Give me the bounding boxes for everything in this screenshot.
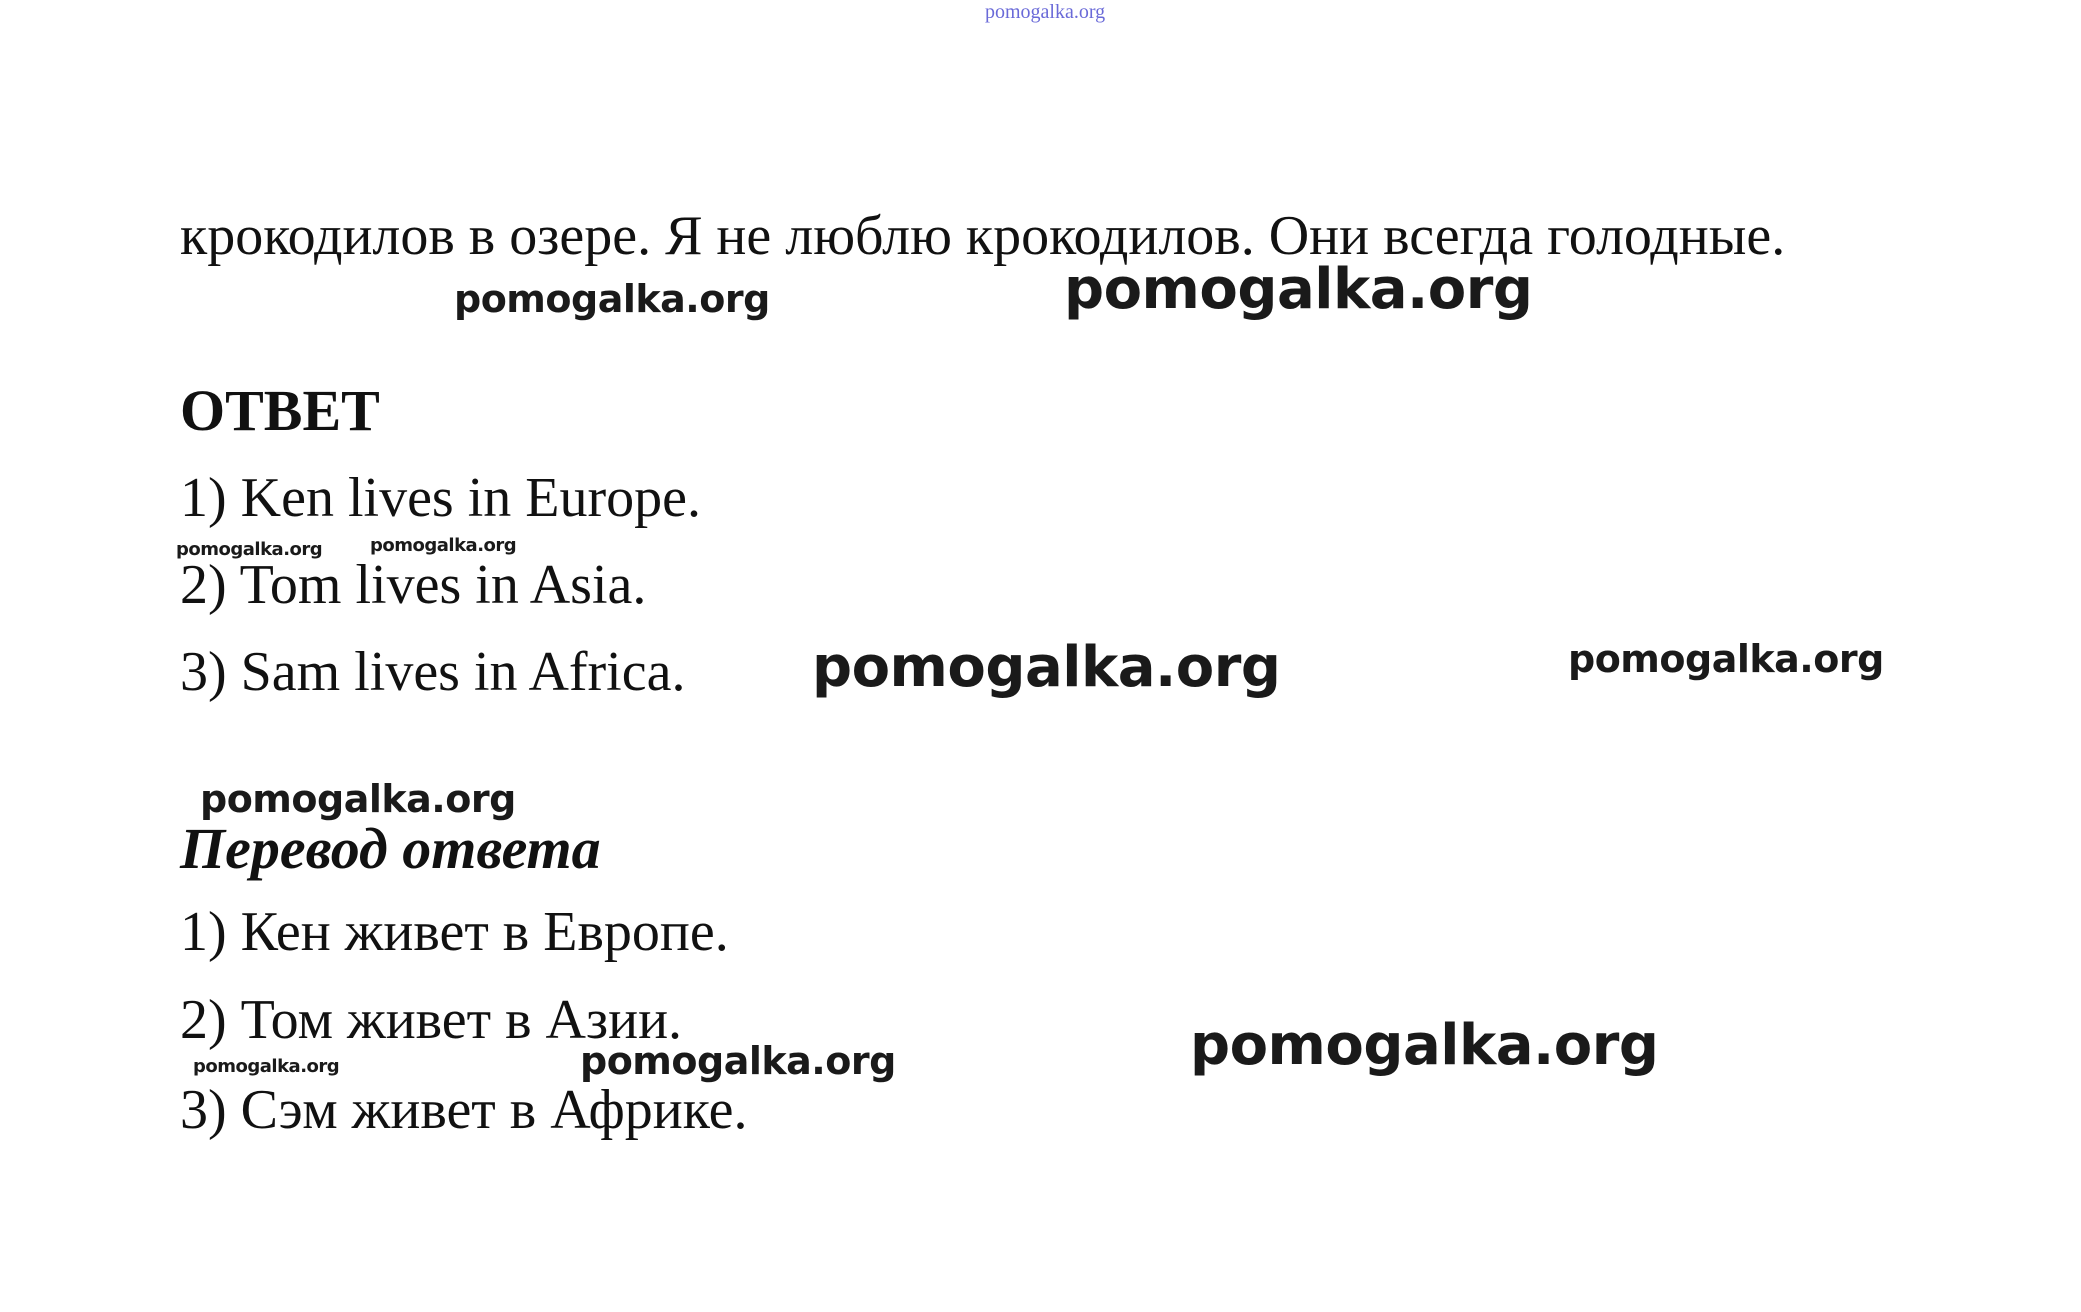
translation-heading: Перевод ответа [180, 816, 601, 881]
translation-line-2: 2) Том живет в Азии. [180, 989, 683, 1051]
translation-line-3: 3) Сэм живет в Африке. [180, 1079, 748, 1141]
intro-line: крокодилов в озере. Я не люблю крокодилов. Они всегда голодные. [180, 205, 1786, 267]
watermark: pomogalka.org [812, 635, 1281, 700]
answer-line-3: 3) Sam lives in Africa. [180, 641, 686, 703]
answer-line-2: 2) Tom lives in Asia. [180, 554, 647, 616]
translation-line-1: 1) Кен живет в Европе. [180, 901, 729, 963]
answer-heading: ОТВЕТ [180, 378, 380, 443]
watermark: pomogalka.org [1064, 257, 1533, 322]
watermark: pomogalka.org [1568, 637, 1884, 681]
watermark: pomogalka.org [200, 777, 516, 821]
watermark: pomogalka.org [193, 1056, 340, 1077]
header-watermark: pomogalka.org [985, 1, 1106, 23]
watermark: pomogalka.org [580, 1039, 896, 1083]
watermark: pomogalka.org [1190, 1013, 1659, 1078]
watermark: pomogalka.org [370, 535, 517, 556]
watermark: pomogalka.org [454, 277, 770, 321]
watermark: pomogalka.org [176, 539, 323, 560]
answer-line-1: 1) Ken lives in Europe. [180, 467, 701, 529]
